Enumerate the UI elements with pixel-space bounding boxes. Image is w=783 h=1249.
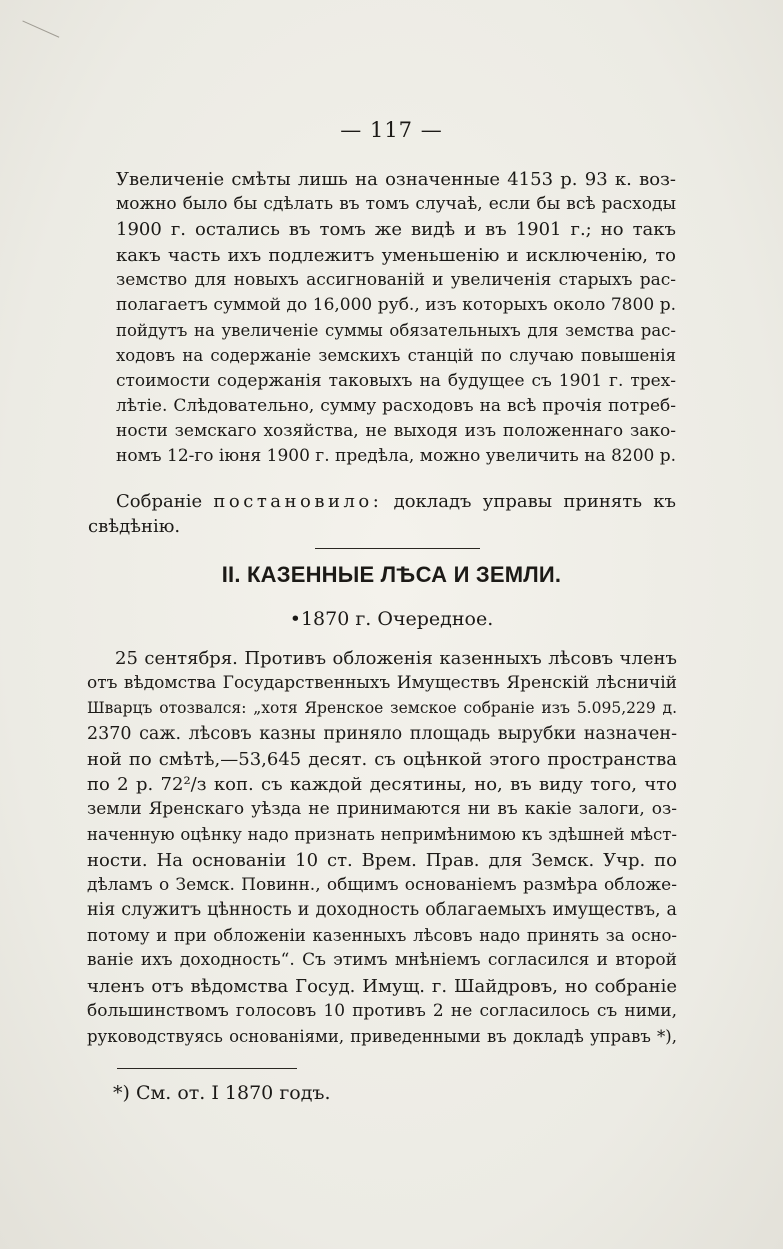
text-line: Увеличеніе смѣты лишь на означенные 4153 р. 93 к. воз- <box>116 169 676 190</box>
text-line: 1900 г. остались въ томъ же видѣ и въ 1901 г.; но такъ <box>116 219 676 241</box>
text-line: Шварцъ отозвался: „хотя Яренское земское собраніе изъ 5.095,229 д. <box>87 699 677 718</box>
text-line: дѣламъ о Земск. Повинн., общимъ основаніемъ размѣра обложе- <box>87 874 677 895</box>
text-line: ходовъ на содержаніе земскихъ станцій по случаю повышенія <box>116 346 676 366</box>
text-line: земство для новыхъ ассигнованій и увеличенія старыхъ рас- <box>116 269 676 290</box>
separator-rule <box>315 548 480 549</box>
text-line: можно было бы сдѣлать въ томъ случаѣ, если бы всѣ расходы <box>116 194 676 215</box>
text-line: лѣтіе. Слѣдовательно, сумму расходовъ на всѣ прочія потреб- <box>116 395 676 416</box>
section-heading: II. КАЗЕННЫЕ ЛѢСА И ЗЕМЛИ. <box>221 562 562 587</box>
paragraph-forests <box>87 646 677 1049</box>
footnote: *) См. от. I 1870 годъ. <box>113 1082 331 1104</box>
text-line: ности земскаго хозяйства, не выходя изъ положеннаго зако- <box>116 421 676 442</box>
resolution-spaced: постановило: <box>213 491 383 512</box>
page-number: — 117 — <box>340 118 443 142</box>
text-line: отъ вѣдомства Государственныхъ Имуществъ Яренскій лѣсничій <box>87 673 677 694</box>
text-line: 2370 саж. лѣсовъ казны приняло площадь вырубки назначен- <box>87 723 677 744</box>
text-line: большинствомъ голосовъ 10 противъ 2 не согласилось съ ними, <box>87 1000 677 1021</box>
text-line: земли Яренскаго уѣзда не принимаются ни въ какіе залоги, оз- <box>87 799 677 820</box>
resolution-rest: докладъ управы принять къ <box>393 491 676 512</box>
text-line: полагаетъ суммой до 16,000 руб., изъ которыхъ около 7800 р. <box>116 295 676 316</box>
text-line: ваніе ихъ доходность“. Съ этимъ мнѣніемъ согласился и второй <box>87 950 677 971</box>
text-line: руководствуясь основаніями, приведенными въ докладѣ управъ *), <box>87 1027 677 1047</box>
text-line: ной по смѣтѣ,—53,645 десят. съ оцѣнкой этого пространства <box>87 748 677 770</box>
text-line <box>116 489 676 514</box>
text-line: членъ отъ вѣдомства Госуд. Имущ. г. Шайдровъ, но собраніе <box>87 975 677 997</box>
text-line: ности. На основаніи 10 ст. Врем. Прав. для Земск. Учр. по <box>87 849 677 871</box>
paragraph-budget <box>116 167 676 469</box>
text-line: нія служитъ цѣнность и доходность облагаемыхъ имуществъ, а <box>87 900 677 921</box>
text-line: по 2 р. 72²/з коп. съ каждой десятины, но, въ виду того, что <box>87 774 677 796</box>
paragraph-resolution <box>88 489 676 539</box>
text-line: 25 сентября. Противъ обложенія казенныхъ лѣсовъ членъ <box>115 648 677 669</box>
text-line: наченную оцѣнку надо признать непримѣнимою къ здѣшней мѣст- <box>87 825 677 845</box>
page-mark <box>17 21 60 51</box>
text-line: потому и при обложеніи казенныхъ лѣсовъ надо принять за осно- <box>87 926 677 946</box>
text-line: пойдутъ на увеличеніе суммы обязательныхъ для земства рас- <box>116 321 676 341</box>
text-line: номъ 12-го іюня 1900 г. предѣла, можно увеличить на 8200 р. <box>116 446 677 467</box>
text-line: какъ часть ихъ подлежитъ уменьшенію и исключенію, то <box>116 244 676 266</box>
text-line: свѣдѣнію. <box>88 516 181 538</box>
footnote-rule <box>117 1068 297 1069</box>
text-line: стоимости содержанія таковыхъ на будущее съ 1901 г. трех- <box>116 370 676 391</box>
section-subtitle: •1870 г. Очередное. <box>289 608 494 630</box>
resolution-lead: Собраніе <box>116 491 203 512</box>
